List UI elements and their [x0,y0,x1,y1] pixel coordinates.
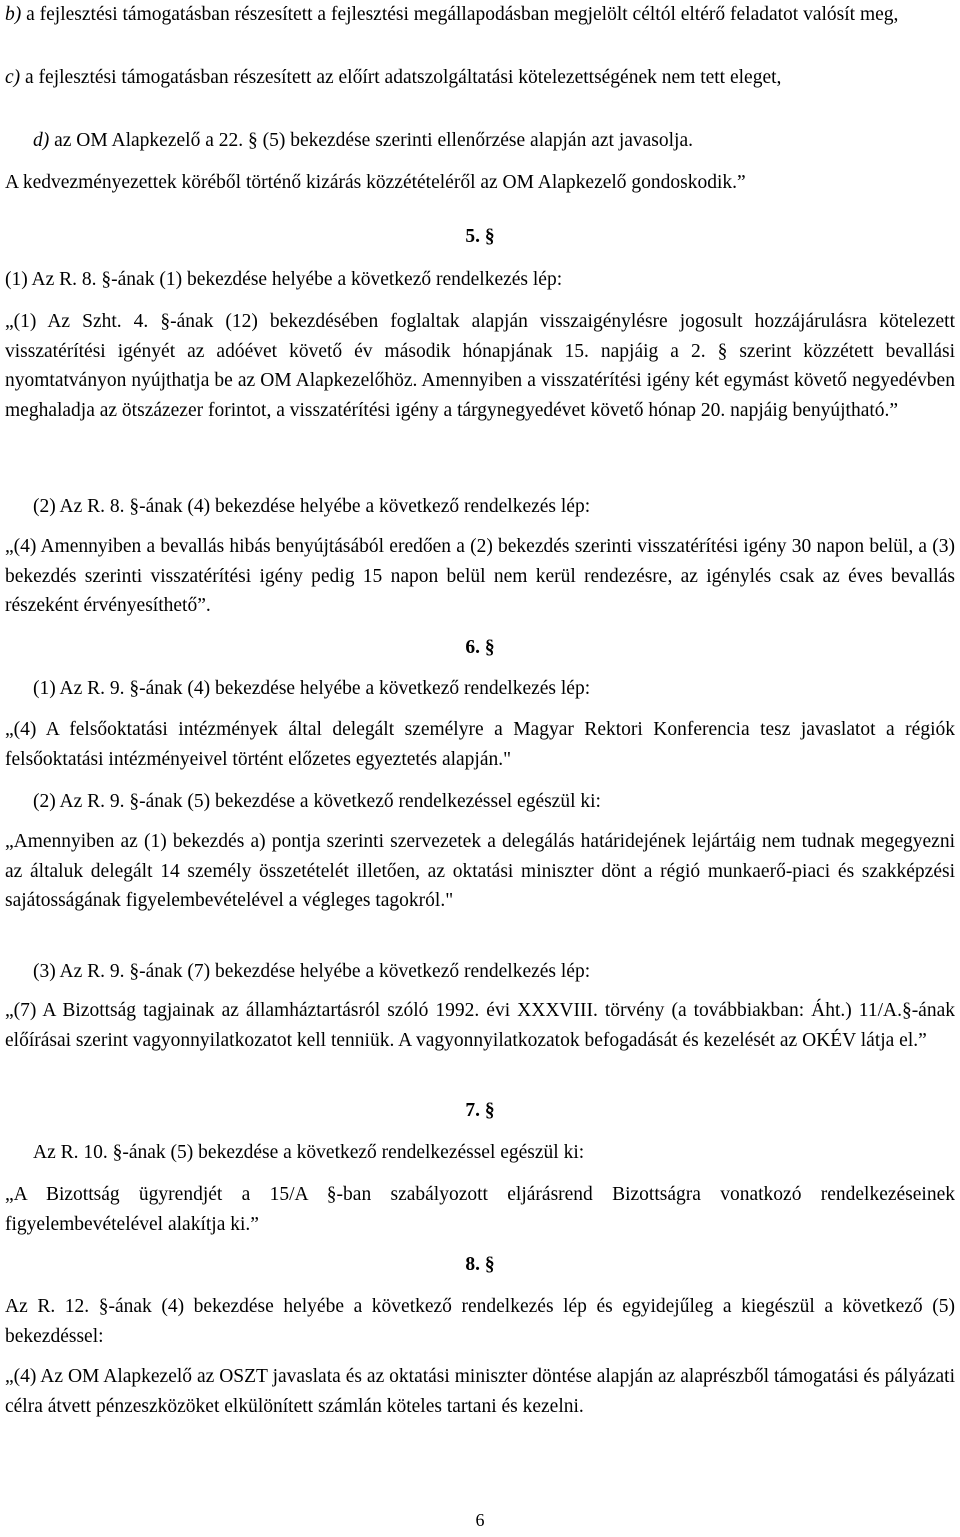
section-6-3-intro: (3) Az R. 9. §-ának (7) bekezdése helyébe a következő rendelkezés lép: [33,961,591,982]
section-6-3-text: „(7) A Bizottság tagjainak az államháztartásról szóló 1992. évi XXXVIII. törvény (a továbbiakban: Áht.) 11/A.§-ának előírásai szerint vagyonnyilatkozatot kell tenniük. A vagyonnyilatkozatok befogadását és kezelését az OKÉV látja el.” [5,1000,955,1051]
paragraph-b: b) a fejlesztési támogatásban részesített a fejlesztési megállapodásban megjelölt céltól eltérő feladatot valósít meg, [5,4,899,25]
section-7-intro: Az R. 10. §-ának (5) bekezdése a következő rendelkezéssel egészül ki: [33,1142,585,1163]
list-marker-d: d) [33,130,50,151]
section-6-2-text: „Amennyiben az (1) bekezdés a) pontja szerinti szervezetek a delegálás határidejének lejártáig nem tudnak megegyezni az általuk delegált 14 személy összetételét illetően, az oktatási miniszter dönt a régió munkaerő-piaci és szakképzési sajátosságának figyelembevételével a végleges tagokról." [5,831,955,911]
section-5-2-text: „(4) Amennyiben a bevallás hibás benyújtásából eredően a (2) bekezdés szerinti visszatérítési igény 30 napon belül, a (3) bekezdés szerinti visszatérítési igény pedig 15 napon belül nem kerül rendezésre, az igénylés csak az éves bevallás részeként érvényesíthető”. [5,536,955,616]
list-marker-b: b) [5,4,22,25]
section-6-2-intro: (2) Az R. 9. §-ának (5) bekezdése a következő rendelkezéssel egészül ki: [33,791,601,812]
section-heading-5: 5. § [465,226,495,247]
section-6-1-text: „(4) A felsőoktatási intézmények által delegált személyre a Magyar Rektori Konferencia tesz javaslatot a régiók felsőoktatási intézményeivel történt előzetes egyeztetés alapján." [5,719,955,770]
paragraph-exclusion: A kedvezményezettek köréből történő kizárás közzétételéről az OM Alapkezelő gondoskodik.” [5,172,746,193]
section-heading-6: 6. § [465,637,495,658]
list-marker-c: c) [5,67,21,88]
section-7-text: „A Bizottság ügyrendjét a 15/A §-ban szabályozott eljárásrend Bizottságra vonatkozó rendelkezéseinek figyelembevételével alakítja ki.” [5,1184,955,1235]
page-number: 6 [475,1510,485,1530]
section-6-1-intro: (1) Az R. 9. §-ának (4) bekezdése helyébe a következő rendelkezés lép: [33,678,591,699]
section-8-text: „(4) Az OM Alapkezelő az OSZT javaslata és az oktatási miniszter döntése alapján az alaprészből támogatási és pályázati célra átvett pénzeszközöket elkülönített számlán köteles tartani és kezelni. [5,1366,955,1417]
section-5-2-intro: (2) Az R. 8. §-ának (4) bekezdése helyébe a következő rendelkezés lép: [33,496,591,517]
paragraph-c: c) a fejlesztési támogatásban részesített az előírt adatszolgáltatási kötelezettségének nem tett eleget, [5,67,782,88]
paragraph-d: d) az OM Alapkezelő a 22. § (5) bekezdése szerinti ellenőrzése alapján azt javasolja. [33,130,693,151]
section-heading-8: 8. § [465,1254,495,1275]
section-5-1-intro: (1) Az R. 8. §-ának (1) bekezdése helyébe a következő rendelkezés lép: [5,269,563,290]
section-5-1-text: „(1) Az Szht. 4. §-ának (12) bekezdésében foglaltak alapján visszaigénylésre jogosult hozzájárulásra kötelezett visszatérítési igényét az adóévet követő év második hónapjának 15. napjáig a 2. § szerint közzétett bevallási nyomtatványon nyújthatja be az OM Alapkezelőhöz. Amennyiben a visszatérítési igény két egymást követő negyedévben meghaladja az ötszázezer forintot, a visszatérítési igény a tárgynegyedévet követő hónap 20. napjáig benyújtható.” [5,311,955,421]
section-8-intro: Az R. 12. §-ának (4) bekezdése helyébe a következő rendelkezés lép és egyidejűleg a kiegészül a következő (5) bekezdéssel: [5,1296,955,1347]
section-heading-7: 7. § [465,1100,495,1121]
